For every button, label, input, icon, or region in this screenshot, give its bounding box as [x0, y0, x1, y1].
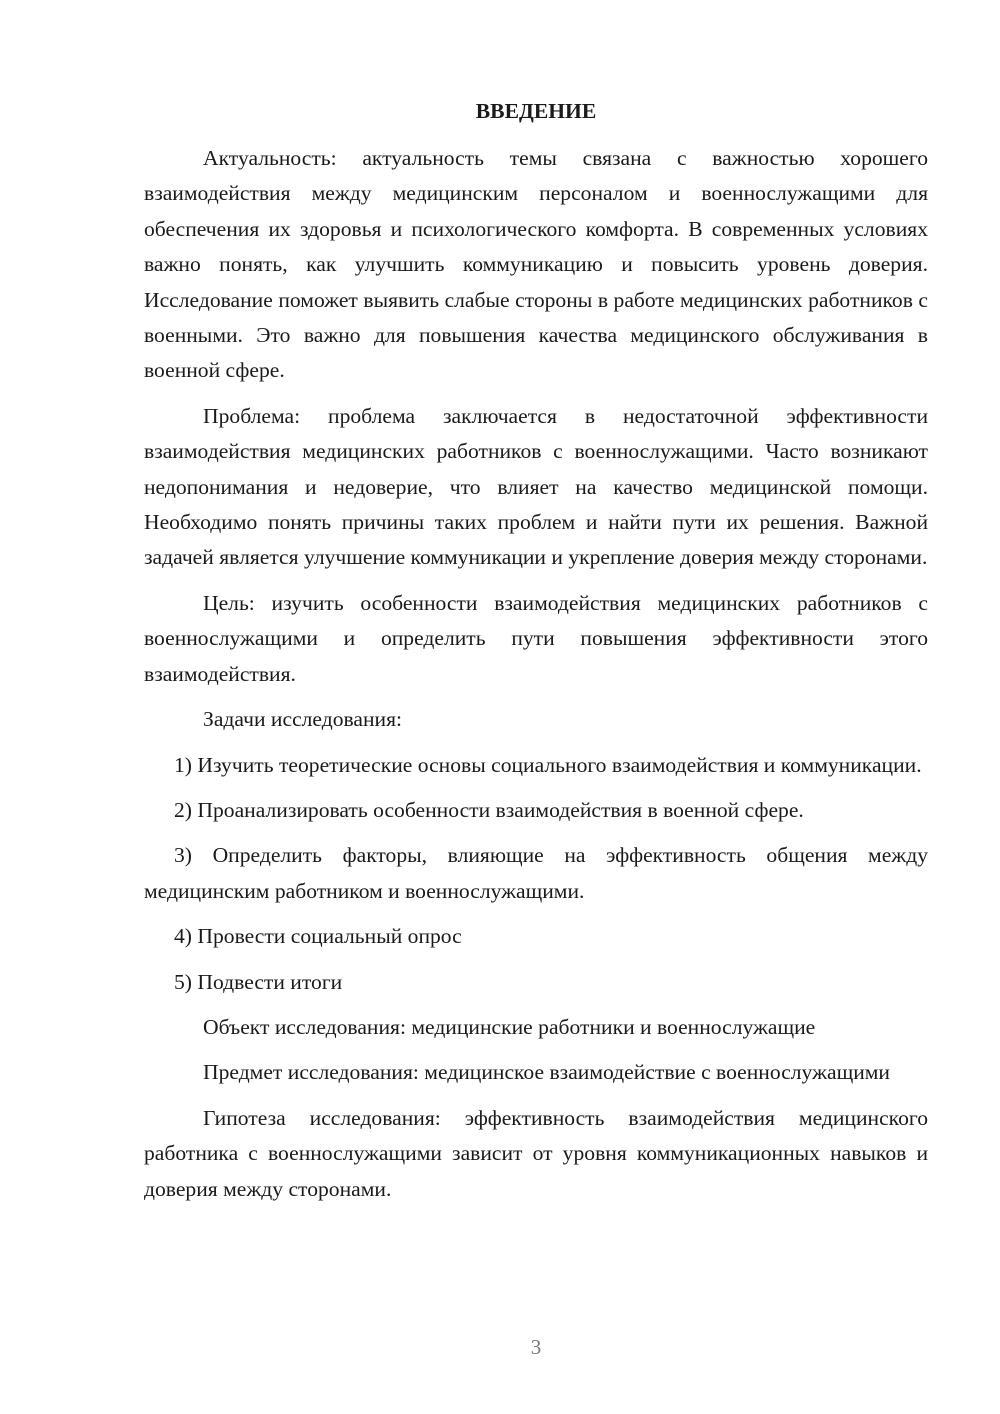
task-item-3: 3) Определить факторы, влияющие на эффективность общения между медицинским работником и военнослужащими.: [144, 843, 928, 903]
task-item-1: 1) Изучить теоретические основы социального взаимодействия и коммуникации.: [174, 752, 922, 777]
task-item-5: 5) Подвести итоги: [174, 969, 343, 994]
paragraph-goal: Цель: изучить особенности взаимодействия медицинских работников с военнослужащими и определить пути повышения эффективности этого взаимодействия.: [144, 590, 928, 686]
paragraph-actuality: Актуальность: актуальность темы связана с важностью хорошего взаимодействия между медицинским персоналом и военнослужащими для обеспечения их здоровья и психологического комфорта. В современных условиях важно понять, как улучшить коммуникацию и повысить уровень доверия. Исследование поможет выявить слабые стороны в работе медицинских работников с военными. Это важно для повышения качества медицинского обслуживания в военной сфере.: [144, 146, 928, 383]
document-body: [144, 141, 928, 1207]
paragraph-problem: Проблема: проблема заключается в недостаточной эффективности взаимодействия медицинских работников с военнослужащими. Часто возникают недопонимания и недоверие, что влияет на качество медицинской помощи. Необходимо понять причины таких проблем и найти пути их решения. Важной задачей является улучшение коммуникации и укрепление доверия между сторонами.: [144, 403, 928, 570]
task-item-2: 2) Проанализировать особенности взаимодействия в военной сфере.: [174, 797, 804, 822]
page-number: 3: [530, 1335, 542, 1359]
paragraph-subject: Предмет исследования: медицинское взаимодействие с военнослужащими: [203, 1060, 890, 1085]
paragraph-object: Объект исследования: медицинские работники и военнослужащие: [203, 1014, 816, 1039]
paragraph-hypothesis: Гипотеза исследования: эффективность взаимодействия медицинского работника с военнослужащими зависит от уровня коммуникационных навыков и доверия между сторонами.: [144, 1105, 928, 1201]
page-title: ВВЕДЕНИЕ: [475, 99, 597, 123]
tasks-heading: Задачи исследования:: [203, 707, 403, 732]
task-item-4: 4) Провести социальный опрос: [174, 924, 462, 949]
